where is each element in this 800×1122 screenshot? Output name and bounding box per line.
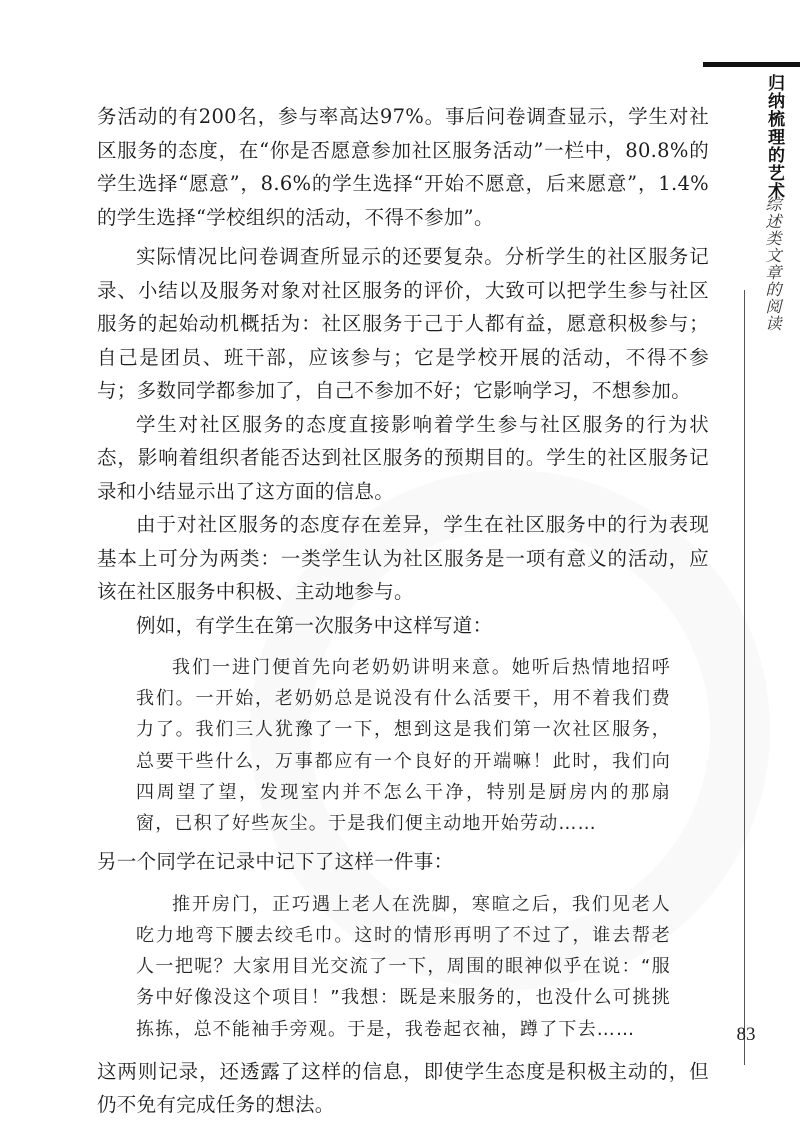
margin-header-bar: [703, 62, 800, 67]
sidebar-chapter-title: 归纳梳理的艺术: [764, 74, 784, 200]
page-number: 83: [736, 1024, 756, 1045]
sidebar-section-title: 综述类文章的阅读: [763, 196, 782, 332]
paragraph: 这两则记录，还透露了这样的信息，即使学生态度是积极主动的，但仍不免有完成任务的想法。: [97, 1059, 709, 1117]
paragraph: 实际情况比问卷调查所显示的还要复杂。分析学生的社区服务记录、小结以及服务对象对社区服务的评价，大致可以把学生参与社区服务的起始动机概括为：社区服务于己于人都有益，愿意积极参与；自己是团员、班干部，应该参与；它是学校开展的活动，不得不参与；多数同学都参加了，自己不参加不好；它影响学习，不想参加。: [97, 245, 709, 402]
paragraph: 由于对社区服务的态度存在差异，学生在社区服务中的行为表现基本上可分为两类：一类学生认为社区服务是一项有意义的活动，应该在社区服务中积极、主动地参与。: [97, 513, 709, 603]
paragraph: 例如，有学生在第一次服务中这样写道：: [136, 613, 493, 637]
block-quote: 我们一进门便首先向老奶奶讲明来意。她听后热情地招呼我们。一开始，老奶奶总是说没有什么活要干，用不着我们费力了。我们三人犹豫了一下，想到这是我们第一次社区服务，总要干些什么，万事都应有一个良好的开端嘛！此时，我们向四周望了望，发现室内并不怎么干净，特别是厨房内的那扇窗，已积了好些灰尘。于是我们便主动地开始劳动……: [136, 657, 671, 835]
paragraph: 另一个同学在记录中记下了这样一件事：: [97, 850, 454, 874]
margin-rule: [744, 290, 745, 1065]
paragraph: 务活动的有200名，参与率高达97%。事后问卷调查显示，学生对社区服务的态度，在“你是否愿意参加社区服务活动”一栏中，80.8%的学生选择“愿意”，8.6%的学生选择“开始不愿意，后来愿意”，1.4%的学生选择“学校组织的活动，不得不参加”。: [97, 105, 709, 229]
body-text: [97, 100, 709, 1122]
block-quote: 推开房门，正巧遇上老人在洗脚，寒暄之后，我们见老人吃力地弯下腰去绞毛巾。这时的情形再明了不过了，谁去帮老人一把呢？大家用目光交流了一下，周围的眼神似乎在说：“服务中好像没这个项目！”我想：既是来服务的，也没什么可挑挑拣拣，总不能袖手旁观。于是，我卷起衣袖，蹲了下去……: [136, 893, 671, 1040]
paragraph: 学生对社区服务的态度直接影响着学生参与社区服务的行为状态，影响着组织者能否达到社区服务的预期目的。学生的社区服务记录和小结显示出了这方面的信息。: [97, 412, 709, 503]
